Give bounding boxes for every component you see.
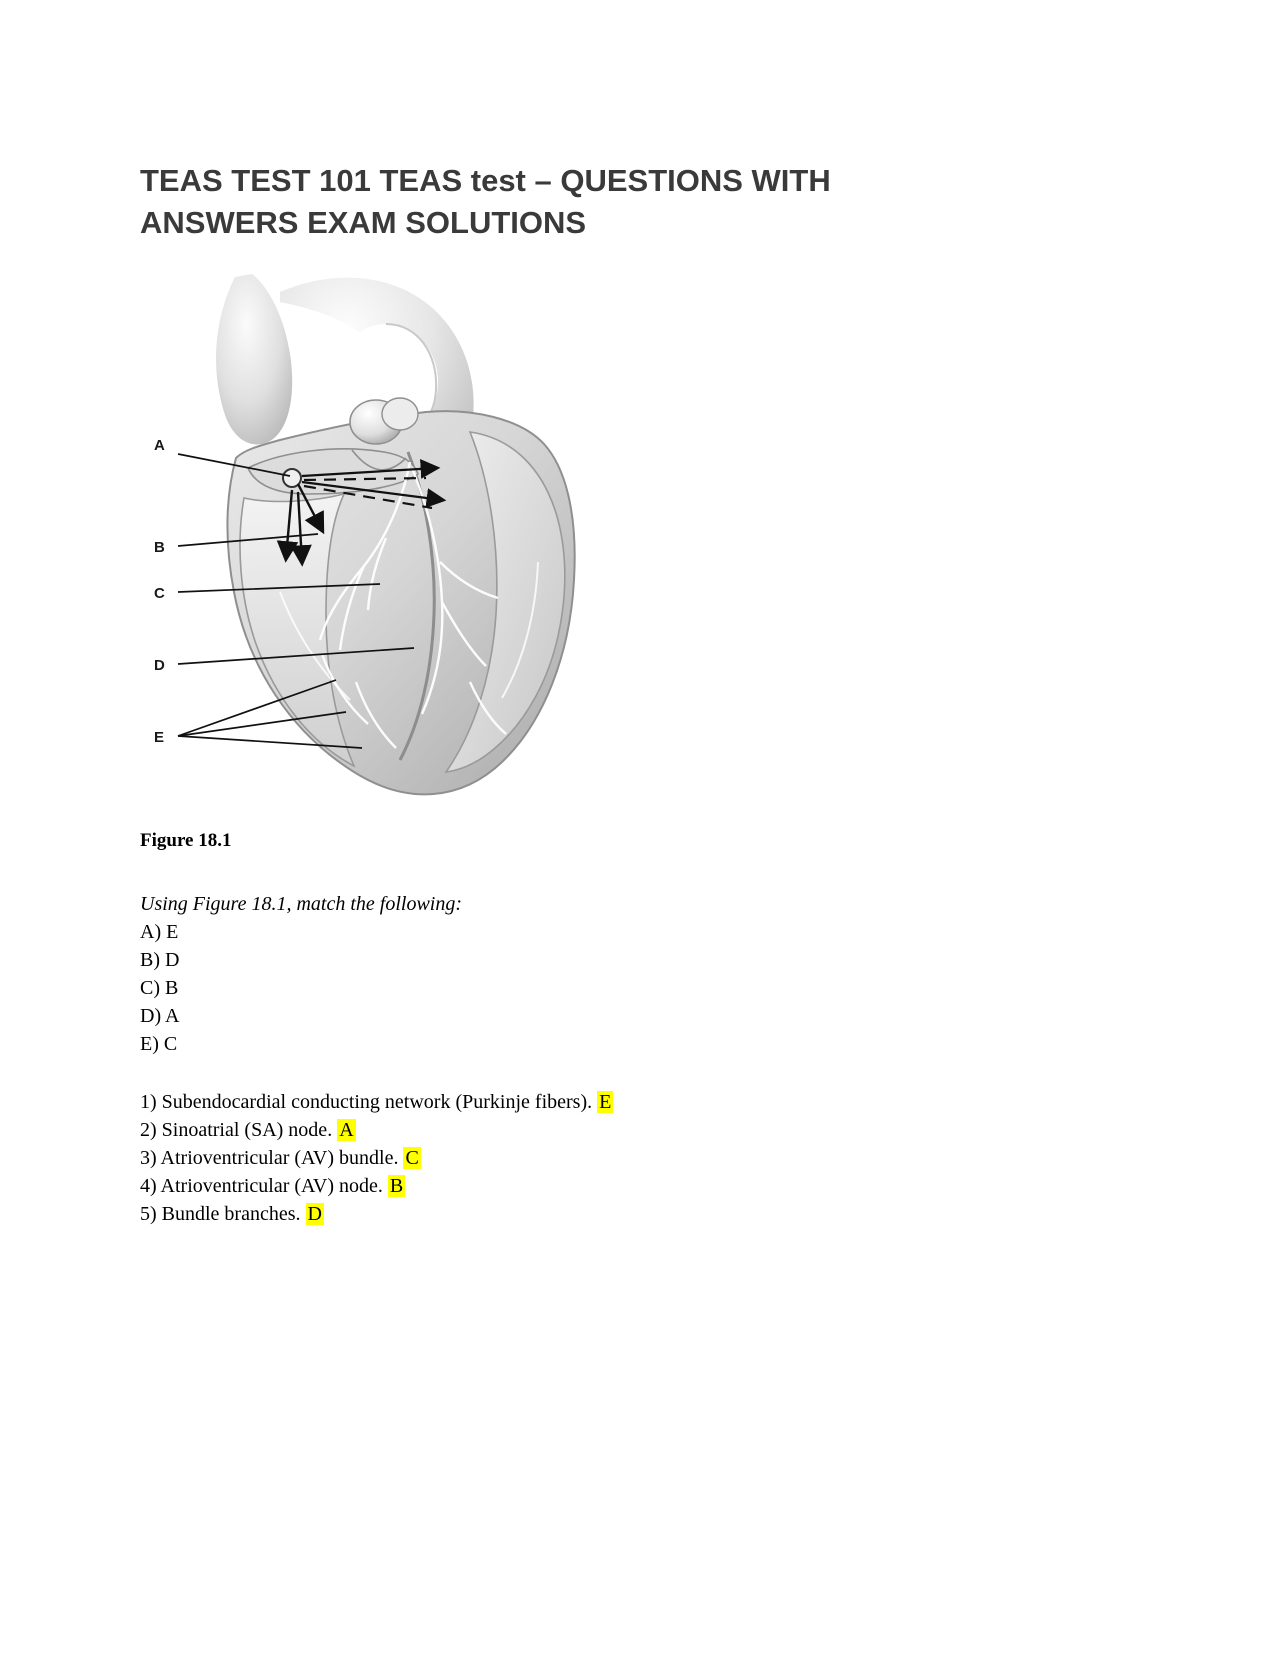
figure-18-1-image (140, 262, 660, 822)
item-answer-highlight: D (307, 1203, 322, 1225)
list-item (140, 1200, 1140, 1228)
page-title: TEAS TEST 101 TEAS test – QUESTIONS WITH ANSWERS EXAM SOLUTIONS (140, 163, 831, 240)
item-text: 3) Atrioventricular (AV) bundle. (140, 1147, 399, 1169)
item-text: 5) Bundle branches. (140, 1203, 301, 1225)
item-text: 1) Subendocardial conducting network (Purkinje fibers). (140, 1091, 593, 1113)
match-item-list (140, 1088, 1140, 1228)
item-text: 4) Atrioventricular (AV) node. (140, 1175, 383, 1197)
figure-label-d: D (154, 657, 165, 674)
figure-label-b: B (154, 539, 165, 556)
heart-conduction-diagram (140, 262, 660, 822)
option-list (140, 918, 1140, 1058)
list-item: E) C (140, 1033, 178, 1055)
list-item (140, 1116, 1140, 1144)
figure-caption: Figure 18.1 (140, 830, 232, 851)
item-answer-highlight: A (339, 1119, 354, 1141)
list-item (140, 1144, 1140, 1172)
item-text: 2) Sinoatrial (SA) node. (140, 1119, 333, 1141)
list-item: B) D (140, 949, 180, 971)
figure-label-a: A (154, 437, 165, 454)
item-answer-highlight: C (405, 1147, 419, 1169)
item-answer-highlight: B (389, 1175, 404, 1197)
figure-label-c: C (154, 585, 165, 602)
question-prompt: Using Figure 18.1, match the following: (140, 893, 463, 915)
list-item (140, 1172, 1140, 1200)
item-answer-highlight: E (599, 1091, 612, 1113)
list-item (140, 1088, 1140, 1116)
page-content (140, 160, 1140, 1228)
list-item: A) E (140, 921, 179, 943)
figure-label-e: E (154, 729, 165, 746)
list-item: D) A (140, 1005, 180, 1027)
list-item: C) B (140, 977, 179, 999)
